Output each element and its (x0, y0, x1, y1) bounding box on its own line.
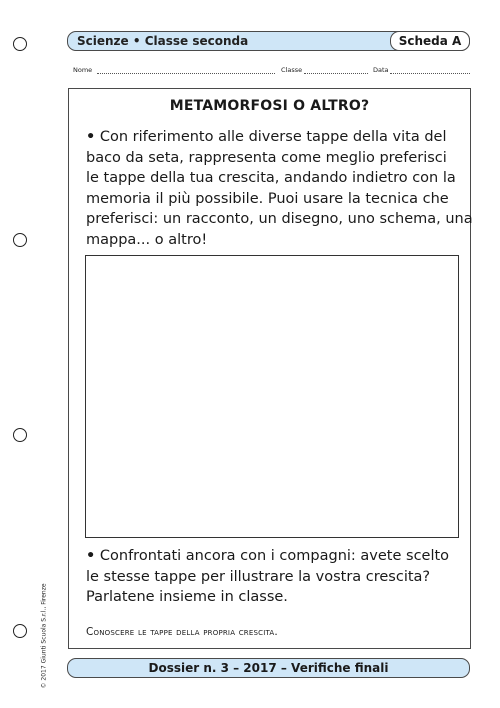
binder-hole (13, 233, 27, 247)
copyright-notice: © 2017 Giunti Scuola S.r.l., Firenze (40, 583, 48, 689)
date-field[interactable] (390, 73, 470, 74)
task-one-text (86, 127, 473, 250)
task-one-line: preferisci: un racconto, un disegno, uno schema, una (86, 211, 473, 227)
learning-objective: Conoscere le tappe della propria crescita. (86, 626, 278, 638)
binder-hole (13, 428, 27, 442)
class-field[interactable] (304, 73, 368, 74)
bullet-icon: • (86, 548, 96, 564)
subject-label: Scienze • Classe seconda (77, 34, 249, 48)
task-one-line: le tappe della tua crescita, andando indietro con la (86, 170, 456, 186)
student-info-line (73, 66, 471, 78)
sheet-tab-label: Scheda A (398, 34, 462, 48)
date-label: Data (373, 66, 389, 74)
task-one-line: • Con riferimento alle diverse tappe della vita del (86, 129, 447, 145)
header-bar (67, 31, 470, 51)
task-one-line: baco da seta, rappresenta come meglio preferisci (86, 149, 447, 166)
binder-hole (13, 37, 27, 51)
drawing-area[interactable] (85, 255, 459, 538)
task-two-line: le stesse tappe per illustrare la vostra crescita? (86, 568, 431, 585)
name-label: Nome (73, 66, 93, 74)
task-two-text (86, 546, 449, 608)
name-field[interactable] (97, 73, 275, 74)
binder-hole (13, 624, 27, 638)
footer-bar (67, 658, 470, 678)
task-one-line: memoria il più possibile. Puoi usare la tecnica che (86, 190, 449, 207)
task-one-line: mappa... o altro! (86, 231, 208, 248)
bullet-icon: • (86, 129, 96, 145)
class-label: Classe (281, 66, 303, 74)
sheet-tab (390, 31, 470, 51)
task-two-line: Parlatene insieme in classe. (86, 589, 288, 605)
worksheet-title: METAMORFOSI O ALTRO? (169, 98, 370, 114)
task-two-line: • Confrontati ancora con i compagni: avete scelto (86, 548, 450, 564)
footer-label: Dossier n. 3 – 2017 – Verifiche finali (148, 661, 389, 675)
